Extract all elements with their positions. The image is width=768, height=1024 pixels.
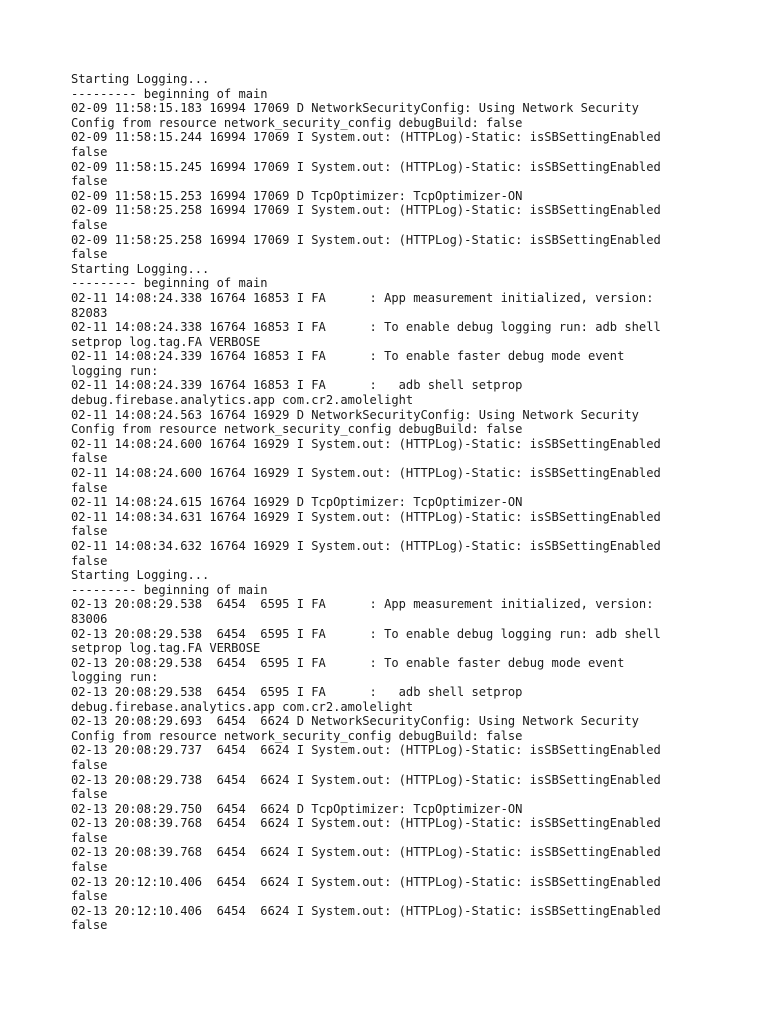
log-line: setprop log.tag.FA VERBOSE: [71, 641, 261, 656]
log-line: 02-11 14:08:24.600 16764 16929 I System.out: (HTTPLog)-Static: isSBSettingEnabled: [71, 466, 661, 481]
log-line: logging run:: [71, 670, 159, 685]
log-line: --------- beginning of main: [71, 276, 268, 291]
log-line: 02-11 14:08:24.338 16764 16853 I FA : To enable debug logging run: adb shell: [71, 320, 661, 335]
log-line: 02-13 20:08:29.538 6454 6595 I FA : App measurement initialized, version:: [71, 597, 654, 612]
log-line: false: [71, 480, 108, 495]
log-line: Config from resource network_security_config debugBuild: false: [71, 115, 523, 130]
log-text: [71, 72, 751, 933]
log-line: false: [71, 918, 108, 933]
log-line: 02-13 20:08:29.538 6454 6595 I FA : adb shell setprop: [71, 684, 523, 699]
log-line: 02-13 20:08:29.538 6454 6595 I FA : To enable faster debug mode event: [71, 655, 625, 670]
log-line: false: [71, 553, 108, 568]
log-line: 02-13 20:08:39.768 6454 6624 I System.out: (HTTPLog)-Static: isSBSettingEnabled: [71, 845, 661, 860]
log-line: 02-09 11:58:15.244 16994 17069 I System.out: (HTTPLog)-Static: isSBSettingEnabled: [71, 130, 661, 145]
log-line: 02-13 20:08:29.693 6454 6624 D NetworkSecurityConfig: Using Network Security: [71, 714, 639, 729]
log-line: 82083: [71, 305, 108, 320]
log-line: Starting Logging...: [71, 261, 210, 276]
log-line: 02-09 11:58:15.183 16994 17069 D NetworkSecurityConfig: Using Network Security: [71, 101, 639, 116]
log-line: 02-11 14:08:24.338 16764 16853 I FA : App measurement initialized, version:: [71, 290, 654, 305]
log-line: false: [71, 889, 108, 904]
document-page: [71, 72, 751, 933]
log-line: 02-11 14:08:24.600 16764 16929 I System.out: (HTTPLog)-Static: isSBSettingEnabled: [71, 436, 661, 451]
log-line: 02-13 20:08:39.768 6454 6624 I System.out: (HTTPLog)-Static: isSBSettingEnabled: [71, 816, 661, 831]
log-line: 02-13 20:08:29.737 6454 6624 I System.out: (HTTPLog)-Static: isSBSettingEnabled: [71, 743, 661, 758]
log-line: false: [71, 217, 108, 232]
log-line: Config from resource network_security_config debugBuild: false: [71, 728, 523, 743]
log-line: false: [71, 524, 108, 539]
log-line: debug.firebase.analytics.app com.cr2.amolelight: [71, 699, 414, 714]
log-line: 83006: [71, 611, 108, 626]
log-line: false: [71, 144, 108, 159]
log-line: 02-13 20:08:29.750 6454 6624 D TcpOptimizer: TcpOptimizer-ON: [71, 801, 523, 816]
log-line: 02-13 20:08:29.738 6454 6624 I System.out: (HTTPLog)-Static: isSBSettingEnabled: [71, 772, 661, 787]
log-line: logging run:: [71, 363, 159, 378]
log-line: --------- beginning of main: [71, 582, 268, 597]
log-line: Config from resource network_security_config debugBuild: false: [71, 422, 523, 437]
log-line: 02-11 14:08:24.339 16764 16853 I FA : To enable faster debug mode event: [71, 349, 625, 364]
log-line: 02-11 14:08:34.631 16764 16929 I System.out: (HTTPLog)-Static: isSBSettingEnabled: [71, 509, 661, 524]
log-line: false: [71, 174, 108, 189]
log-line: debug.firebase.analytics.app com.cr2.amolelight: [71, 393, 414, 408]
log-line: Starting Logging...: [71, 72, 210, 86]
log-line: 02-09 11:58:25.258 16994 17069 I System.out: (HTTPLog)-Static: isSBSettingEnabled: [71, 232, 661, 247]
log-line: setprop log.tag.FA VERBOSE: [71, 334, 261, 349]
log-line: 02-13 20:12:10.406 6454 6624 I System.out: (HTTPLog)-Static: isSBSettingEnabled: [71, 874, 661, 889]
log-line: 02-09 11:58:15.245 16994 17069 I System.out: (HTTPLog)-Static: isSBSettingEnabled: [71, 159, 661, 174]
log-line: false: [71, 247, 108, 262]
log-line: 02-09 11:58:25.258 16994 17069 I System.out: (HTTPLog)-Static: isSBSettingEnabled: [71, 203, 661, 218]
log-line: 02-11 14:08:24.615 16764 16929 D TcpOptimizer: TcpOptimizer-ON: [71, 495, 523, 510]
log-line: --------- beginning of main: [71, 86, 268, 101]
log-line: false: [71, 757, 108, 772]
log-line: 02-13 20:12:10.406 6454 6624 I System.out: (HTTPLog)-Static: isSBSettingEnabled: [71, 903, 661, 918]
log-line: 02-11 14:08:24.339 16764 16853 I FA : adb shell setprop: [71, 378, 523, 393]
log-line: 02-11 14:08:34.632 16764 16929 I System.out: (HTTPLog)-Static: isSBSettingEnabled: [71, 539, 661, 553]
log-line: false: [71, 860, 108, 875]
log-line: 02-13 20:08:29.538 6454 6595 I FA : To enable debug logging run: adb shell: [71, 626, 661, 641]
log-line: false: [71, 830, 108, 845]
log-line: false: [71, 451, 108, 466]
log-line: Starting Logging...: [71, 568, 210, 583]
log-line: false: [71, 787, 108, 802]
log-line: 02-09 11:58:15.253 16994 17069 D TcpOptimizer: TcpOptimizer-ON: [71, 188, 523, 203]
log-line: 02-11 14:08:24.563 16764 16929 D NetworkSecurityConfig: Using Network Security: [71, 407, 639, 422]
